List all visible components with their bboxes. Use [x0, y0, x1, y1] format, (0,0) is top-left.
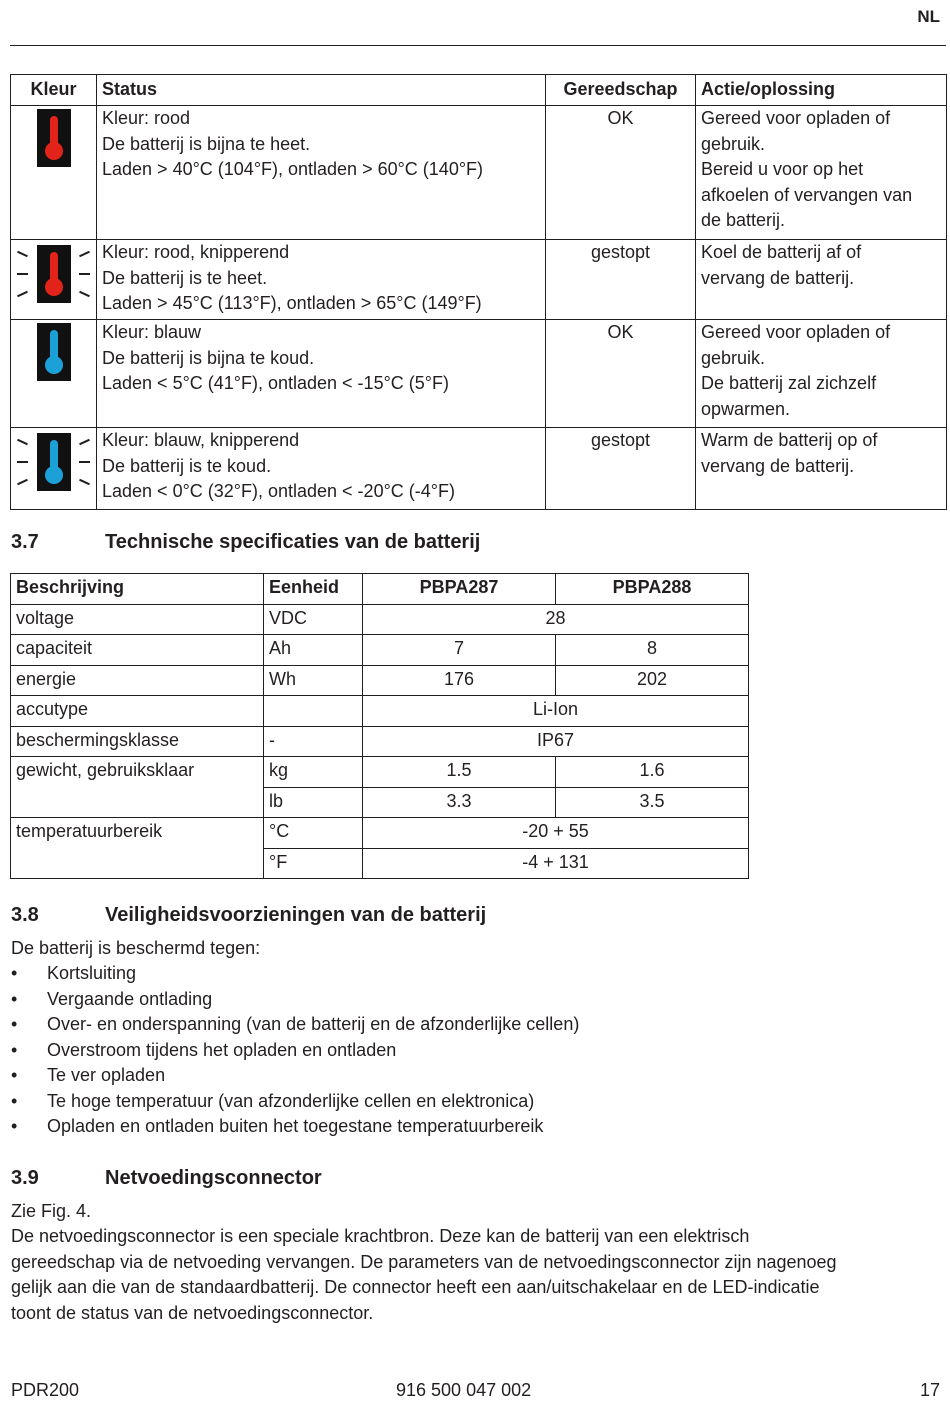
- status-line: De batterij is te koud.: [102, 455, 272, 476]
- spec-value: IP67: [363, 726, 749, 757]
- action-line: Koel de batterij af of: [701, 242, 862, 262]
- spec-value: 3.5: [556, 787, 749, 818]
- header-rule: [10, 45, 946, 46]
- column-header: Status: [97, 75, 546, 106]
- status-table: [10, 74, 947, 510]
- section-heading-3-8: [11, 904, 486, 927]
- action-cell: [696, 106, 947, 240]
- blink-ray: [17, 461, 28, 463]
- section-heading-3-7: [11, 531, 480, 554]
- table-row: [11, 604, 749, 635]
- column-header: PBPA287: [363, 574, 556, 605]
- section-number: 3.7: [11, 531, 39, 553]
- blink-ray: [17, 479, 28, 485]
- column-header: Gereedschap: [546, 75, 696, 106]
- spec-unit: [264, 696, 363, 727]
- blink-ray: [79, 439, 90, 445]
- list-item: • Overstroom tijdens het opladen en ontladen: [11, 1038, 579, 1064]
- body-line: gelijk aan die van de standaardbatterij. De connector heeft een aan/uitschakelaar en de LED-indicatie: [11, 1277, 820, 1297]
- language-code: NL: [917, 7, 940, 26]
- table-header-row: [11, 75, 947, 106]
- list-item: • Te ver opladen: [11, 1063, 579, 1089]
- spec-unit: lb: [264, 787, 363, 818]
- blink-ray: [17, 273, 28, 275]
- thermometer-red-blinking-icon: [14, 243, 94, 305]
- body-line: toont de status van de netvoedingsconnector.: [11, 1303, 374, 1323]
- table-header-row: [11, 574, 749, 605]
- section-title: Veiligheidsvoorzieningen van de batterij: [105, 904, 487, 926]
- spec-label: accutype: [11, 696, 264, 727]
- color-cell: [11, 320, 97, 428]
- status-cell: [97, 428, 546, 510]
- spec-value: 176: [363, 665, 556, 696]
- spec-label: energie: [11, 665, 264, 696]
- table-row: [11, 635, 749, 666]
- tool-state-cell: OK: [546, 106, 696, 240]
- column-header: PBPA288: [556, 574, 749, 605]
- body-line: gereedschap via de netvoeding vervangen. De parameters van de netvoedingsconnector zijn nagenoeg: [11, 1252, 837, 1272]
- action-line: vervang de batterij.: [701, 267, 855, 288]
- color-cell: [11, 240, 97, 320]
- table-row: [11, 428, 947, 510]
- spec-unit: °C: [264, 818, 363, 849]
- column-header: Kleur: [11, 75, 97, 106]
- footer-document-number: 916 500 047 002: [396, 1380, 532, 1400]
- action-line: Gereed voor opladen of: [701, 108, 891, 128]
- list-item: • Kortsluiting: [11, 961, 579, 987]
- table-row: [11, 726, 749, 757]
- section-title: Netvoedingsconnector: [105, 1167, 322, 1189]
- section-intro: De batterij is beschermd tegen:: [11, 938, 261, 958]
- list-item: • Vergaande ontlading: [11, 987, 579, 1013]
- status-cell: [97, 240, 546, 320]
- action-cell: [696, 320, 947, 428]
- protection-list: [11, 961, 579, 1140]
- status-line: Laden > 45°C (113°F), ontladen > 65°C (149°F): [102, 293, 482, 313]
- status-line: Laden > 40°C (104°F), ontladen > 60°C (140°F): [102, 159, 484, 179]
- blink-ray: [17, 251, 28, 257]
- status-line: De batterij is bijna te heet.: [102, 133, 311, 154]
- blink-ray: [79, 479, 90, 485]
- spec-label: voltage: [11, 604, 264, 635]
- status-line: Kleur: rood, knipperend: [102, 242, 290, 262]
- column-header: Beschrijving: [11, 574, 264, 605]
- status-line: De batterij is te heet.: [102, 267, 268, 288]
- action-line: Warm de batterij op of: [701, 430, 878, 450]
- status-line: Kleur: blauw: [102, 322, 202, 342]
- list-item: • Over- en onderspanning (van de batterij en de afzonderlijke cellen): [11, 1012, 579, 1038]
- action-line: Bereid u voor op het: [701, 159, 864, 179]
- status-line: Kleur: rood: [102, 108, 191, 128]
- status-line: Kleur: blauw, knipperend: [102, 430, 300, 450]
- status-line: Laden < 5°C (41°F), ontladen < -15°C (5°F): [102, 373, 449, 393]
- spec-unit: Wh: [264, 665, 363, 696]
- section-title: Technische specificaties van de batterij: [105, 531, 481, 553]
- action-cell: [696, 428, 947, 510]
- spec-unit: VDC: [264, 604, 363, 635]
- action-line: gebruik.: [701, 347, 766, 368]
- action-line: de batterij.: [701, 210, 786, 230]
- spec-value: 3.3: [363, 787, 556, 818]
- status-cell: [97, 320, 546, 428]
- spec-value: 28: [363, 604, 749, 635]
- blink-ray: [79, 461, 90, 463]
- section-number: 3.9: [11, 1167, 39, 1189]
- section-heading-3-9: [11, 1167, 322, 1190]
- spec-value: Li-Ion: [363, 696, 749, 727]
- status-cell: [97, 106, 546, 240]
- action-line: vervang de batterij.: [701, 455, 855, 476]
- spec-value: 1.6: [556, 757, 749, 788]
- table-row: [11, 757, 749, 788]
- thermometer-red-icon: [37, 109, 71, 167]
- action-line: afkoelen of vervangen van: [701, 184, 913, 205]
- status-line: Laden < 0°C (32°F), ontladen < -20°C (-4°F): [102, 481, 455, 501]
- footer-model: PDR200: [11, 1380, 80, 1400]
- thermometer-blue-icon: [37, 323, 71, 381]
- list-item: • Te hoge temperatuur (van afzonderlijke cellen en elektronica): [11, 1089, 579, 1115]
- spec-label: beschermingsklasse: [11, 726, 264, 757]
- list-item: • Opladen en ontladen buiten het toegestane temperatuurbereik: [11, 1114, 579, 1140]
- figure-reference: Zie Fig. 4.: [11, 1201, 92, 1221]
- blink-ray: [79, 273, 90, 275]
- blink-ray: [17, 291, 28, 297]
- tool-state-cell: gestopt: [546, 240, 696, 320]
- action-line: De batterij zal zichzelf: [701, 373, 877, 393]
- spec-table: [10, 573, 749, 879]
- spec-value: 1.5: [363, 757, 556, 788]
- body-line: De netvoedingsconnector is een speciale krachtbron. Deze kan de batterij van een elektrisch: [11, 1226, 750, 1246]
- spec-value: 7: [363, 635, 556, 666]
- table-row: [11, 240, 947, 320]
- blink-ray: [79, 291, 90, 297]
- blink-ray: [17, 439, 28, 445]
- spec-label: gewicht, gebruiksklaar: [11, 757, 264, 818]
- status-line: De batterij is bijna te koud.: [102, 347, 315, 368]
- action-line: gebruik.: [701, 133, 766, 154]
- action-line: opwarmen.: [701, 398, 791, 419]
- table-row: [11, 696, 749, 727]
- spec-label: temperatuurbereik: [11, 818, 264, 879]
- column-header: Actie/oplossing: [696, 75, 947, 106]
- section-number: 3.8: [11, 904, 39, 926]
- spec-label: capaciteit: [11, 635, 264, 666]
- tool-state-cell: OK: [546, 320, 696, 428]
- action-cell: [696, 240, 947, 320]
- footer-page-number: 17: [919, 1380, 940, 1400]
- spec-unit: kg: [264, 757, 363, 788]
- table-row: [11, 106, 947, 240]
- thermometer-blue-blinking-icon: [14, 431, 94, 493]
- table-row: [11, 665, 749, 696]
- spec-unit: °F: [264, 848, 363, 879]
- spec-value: -4 + 131: [363, 848, 749, 879]
- table-row: [11, 320, 947, 428]
- blink-ray: [79, 251, 90, 257]
- color-cell: [11, 106, 97, 240]
- action-line: Gereed voor opladen of: [701, 322, 891, 342]
- color-cell: [11, 428, 97, 510]
- column-header: Eenheid: [264, 574, 363, 605]
- spec-value: 202: [556, 665, 749, 696]
- table-row: [11, 818, 749, 849]
- tool-state-cell: gestopt: [546, 428, 696, 510]
- spec-value: 8: [556, 635, 749, 666]
- spec-unit: Ah: [264, 635, 363, 666]
- spec-value: -20 + 55: [363, 818, 749, 849]
- spec-unit: -: [264, 726, 363, 757]
